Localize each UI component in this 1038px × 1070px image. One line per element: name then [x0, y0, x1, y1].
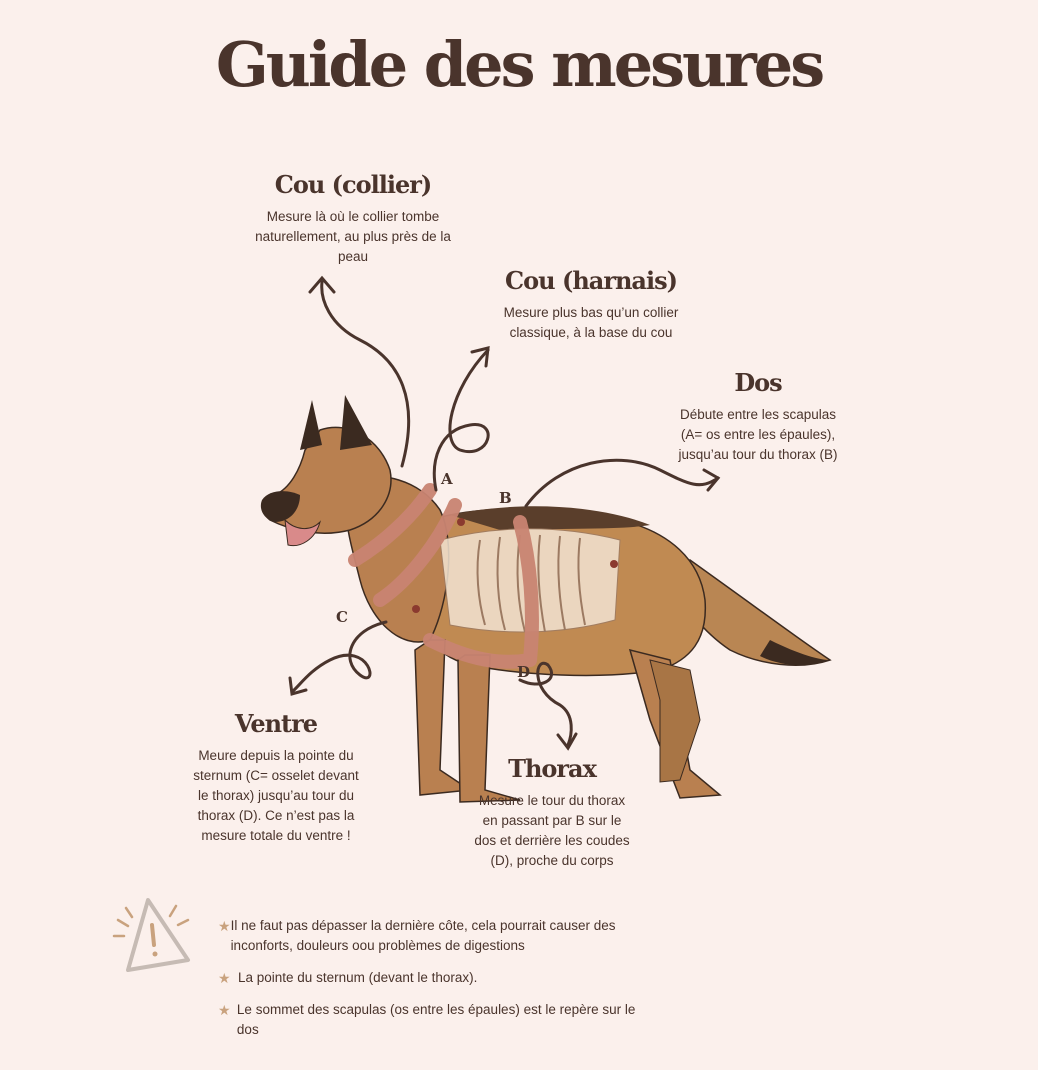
section-cou-collier: [248, 170, 458, 267]
marker-b: B: [499, 489, 512, 507]
dos-text: Débute entre les scapulas (A= os entre les épaules), jusqu’au tour du thorax (B): [678, 407, 838, 462]
cou-harnais-text: Mesure plus bas qu’un collier classique, à la base du cou: [503, 305, 679, 340]
cou-collier-title: Cou (collier): [274, 170, 432, 199]
marker-a: A: [441, 470, 453, 488]
cou-harnais-title: Cou (harnais): [505, 266, 677, 295]
marker-c: C: [336, 608, 348, 626]
ventre-text: Meure depuis la pointe du sternum (C= osselet devant le thorax) jusqu’au tour du thorax (D). Ce n’est pas la mesure totale du ventre !: [193, 748, 359, 843]
list-item: ★ Le sommet des scapulas (os entre les épaules) est le repère sur le dos: [218, 1002, 636, 1037]
thorax-title: Thorax: [508, 754, 596, 783]
notes-list: [218, 916, 638, 1052]
star-icon: ★: [218, 918, 231, 934]
list-item: ★ La pointe du sternum (devant le thorax).: [218, 970, 478, 986]
ventre-title: Ventre: [234, 709, 318, 738]
cou-collier-text: Mesure là où le collier tombe naturellement, au plus près de la peau: [255, 209, 451, 264]
marker-d: D: [517, 663, 531, 681]
page-title: Guide des mesures: [215, 28, 823, 101]
section-ventre: [190, 709, 362, 846]
list-item: ★ Il ne faut pas dépasser la dernière côte, cela pourrait causer des inconforts, douleurs oou problèmes de digestions: [218, 918, 616, 953]
star-icon: ★: [218, 970, 231, 986]
dos-title: Dos: [734, 368, 782, 397]
thorax-text: Mesure le tour du thorax en passant par B sur le dos et derrière les coudes (D), proche du corps: [474, 793, 630, 868]
star-icon: ★: [218, 1002, 231, 1018]
section-dos: [668, 368, 848, 465]
warning-icon: [108, 890, 198, 980]
section-cou-harnais: [488, 266, 694, 343]
section-thorax: [470, 754, 634, 871]
